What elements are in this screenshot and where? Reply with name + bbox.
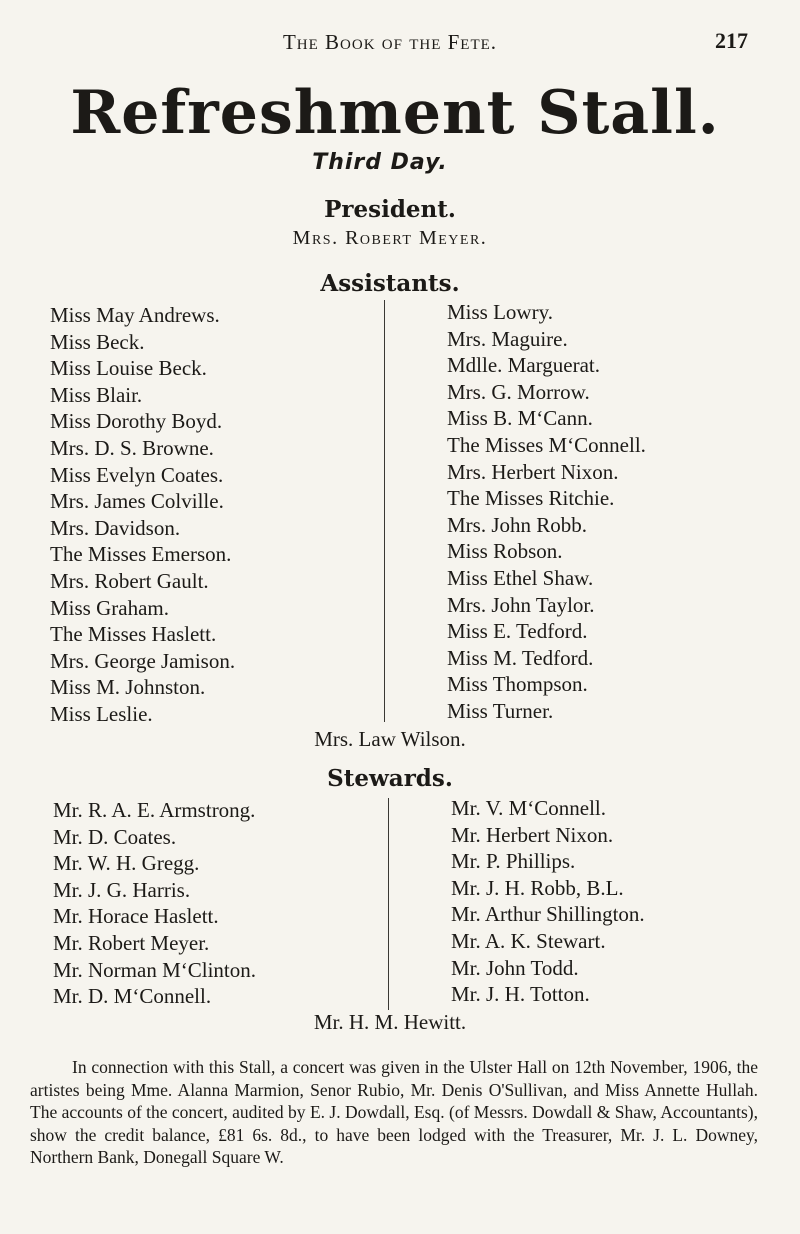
running-head — [0, 26, 800, 56]
list-item: Mr. Norman M‘Clinton. — [53, 957, 256, 982]
list-item: Miss Ethel Shaw. — [447, 565, 594, 590]
list-item: Miss Beck. — [50, 329, 145, 354]
list-item: The Misses Ritchie. — [447, 486, 615, 511]
list-item: Mrs. Maguire. — [447, 326, 568, 351]
stewards-right-column — [451, 795, 645, 1008]
list-item: Mrs. D. S. Browne. — [50, 435, 214, 460]
list-item: Miss E. Tedford. — [447, 619, 588, 644]
list-item: Miss Thompson. — [447, 672, 588, 697]
list-item: Mrs. George Jamison. — [50, 648, 236, 673]
list-item: Mr. Herbert Nixon. — [451, 822, 614, 847]
list-item: Mrs. Davidson. — [50, 515, 181, 540]
stewards-final-entry: Mr. H. M. Hewitt. — [313, 1010, 467, 1034]
list-item: Mr. D. M‘Connell. — [53, 984, 212, 1009]
list-item: Miss Robson. — [447, 539, 563, 564]
assistants-left-column — [50, 302, 235, 728]
list-item: Mrs. John Robb. — [447, 512, 588, 537]
list-item: Miss Evelyn Coates. — [50, 462, 224, 487]
list-item: Mr. D. Coates. — [53, 824, 177, 849]
list-item: Mdlle. Marguerat. — [447, 353, 600, 378]
list-item: Miss Blair. — [50, 382, 143, 407]
list-item: Mr. P. Phillips. — [451, 849, 576, 874]
president-heading: President. — [324, 196, 456, 223]
list-item: Miss Leslie. — [50, 701, 153, 726]
list-item: Mr. Horace Haslett. — [53, 904, 219, 929]
list-item: Mr. R. A. E. Armstrong. — [53, 798, 256, 822]
president-name: Mrs. Robert Meyer. — [292, 227, 488, 249]
list-item: Mr. W. H. Gregg. — [53, 851, 200, 876]
assistants-column-divider — [384, 300, 385, 722]
page-title: Refreshment Stall. — [70, 78, 720, 148]
list-item: Miss Louise Beck. — [50, 356, 207, 381]
stewards-column-divider — [388, 798, 389, 1010]
list-item: Mr. John Todd. — [451, 955, 579, 980]
list-item: Mr. Robert Meyer. — [53, 930, 210, 955]
list-item: Mrs. John Taylor. — [447, 592, 595, 617]
assistants-heading: Assistants. — [320, 270, 460, 297]
list-item: The Misses M‘Connell. — [447, 432, 646, 457]
list-item: Miss M. Tedford. — [447, 645, 594, 670]
page-number: 217 — [715, 28, 748, 53]
list-item: The Misses Haslett. — [50, 622, 217, 647]
page-subtitle: Third Day. — [312, 150, 448, 175]
assistants-final-entry: Mrs. Law Wilson. — [314, 727, 466, 751]
concert-notice-paragraph: In connection with this Stall, a concert was given in the Ulster Hall on 12th November, 1906, the artistes being Mme. Alanna Marmion, Senor Rubio, Mr. Denis O'Sullivan, and Miss Annette Hullah. The accounts of the concert, audited by E. J. Dowdall, Esq. (of Messrs. Dowdall & Shaw, Accountants), show the credit balance, £81 6s. 8d., to have been lodged with the Treasurer, Mr. J. L. Downey, Northern Bank, Donegall Square W. — [30, 1057, 758, 1167]
list-item: Mrs. Robert Gault. — [50, 568, 209, 593]
list-item: Mr. J. H. Totton. — [451, 982, 590, 1007]
list-item: Miss Turner. — [447, 698, 554, 723]
list-item: Miss Lowry. — [447, 300, 553, 324]
list-item: Mr. V. M‘Connell. — [451, 796, 606, 820]
assistants-right-column — [447, 299, 646, 725]
list-item: Miss M. Johnston. — [50, 675, 206, 700]
running-title: The Book of the Fete. — [282, 30, 498, 54]
list-item: Mrs. G. Morrow. — [447, 379, 590, 404]
list-item: Mrs. Herbert Nixon. — [447, 459, 619, 484]
list-item: Miss Dorothy Boyd. — [50, 409, 223, 434]
stewards-heading: Stewards. — [327, 765, 453, 792]
list-item: Miss May Andrews. — [50, 303, 220, 327]
list-item: Mr. Arthur Shillington. — [451, 902, 645, 927]
list-item: Mr. J. H. Robb, B.L. — [451, 875, 624, 900]
list-item: The Misses Emerson. — [50, 542, 232, 567]
list-item: Miss Graham. — [50, 595, 169, 620]
list-item: Mr. A. K. Stewart. — [451, 928, 606, 953]
list-item: Mr. J. G. Harris. — [53, 877, 191, 902]
list-item: Mrs. James Colville. — [50, 489, 224, 514]
stewards-left-column — [53, 797, 256, 1010]
list-item: Miss B. M‘Cann. — [447, 406, 593, 431]
